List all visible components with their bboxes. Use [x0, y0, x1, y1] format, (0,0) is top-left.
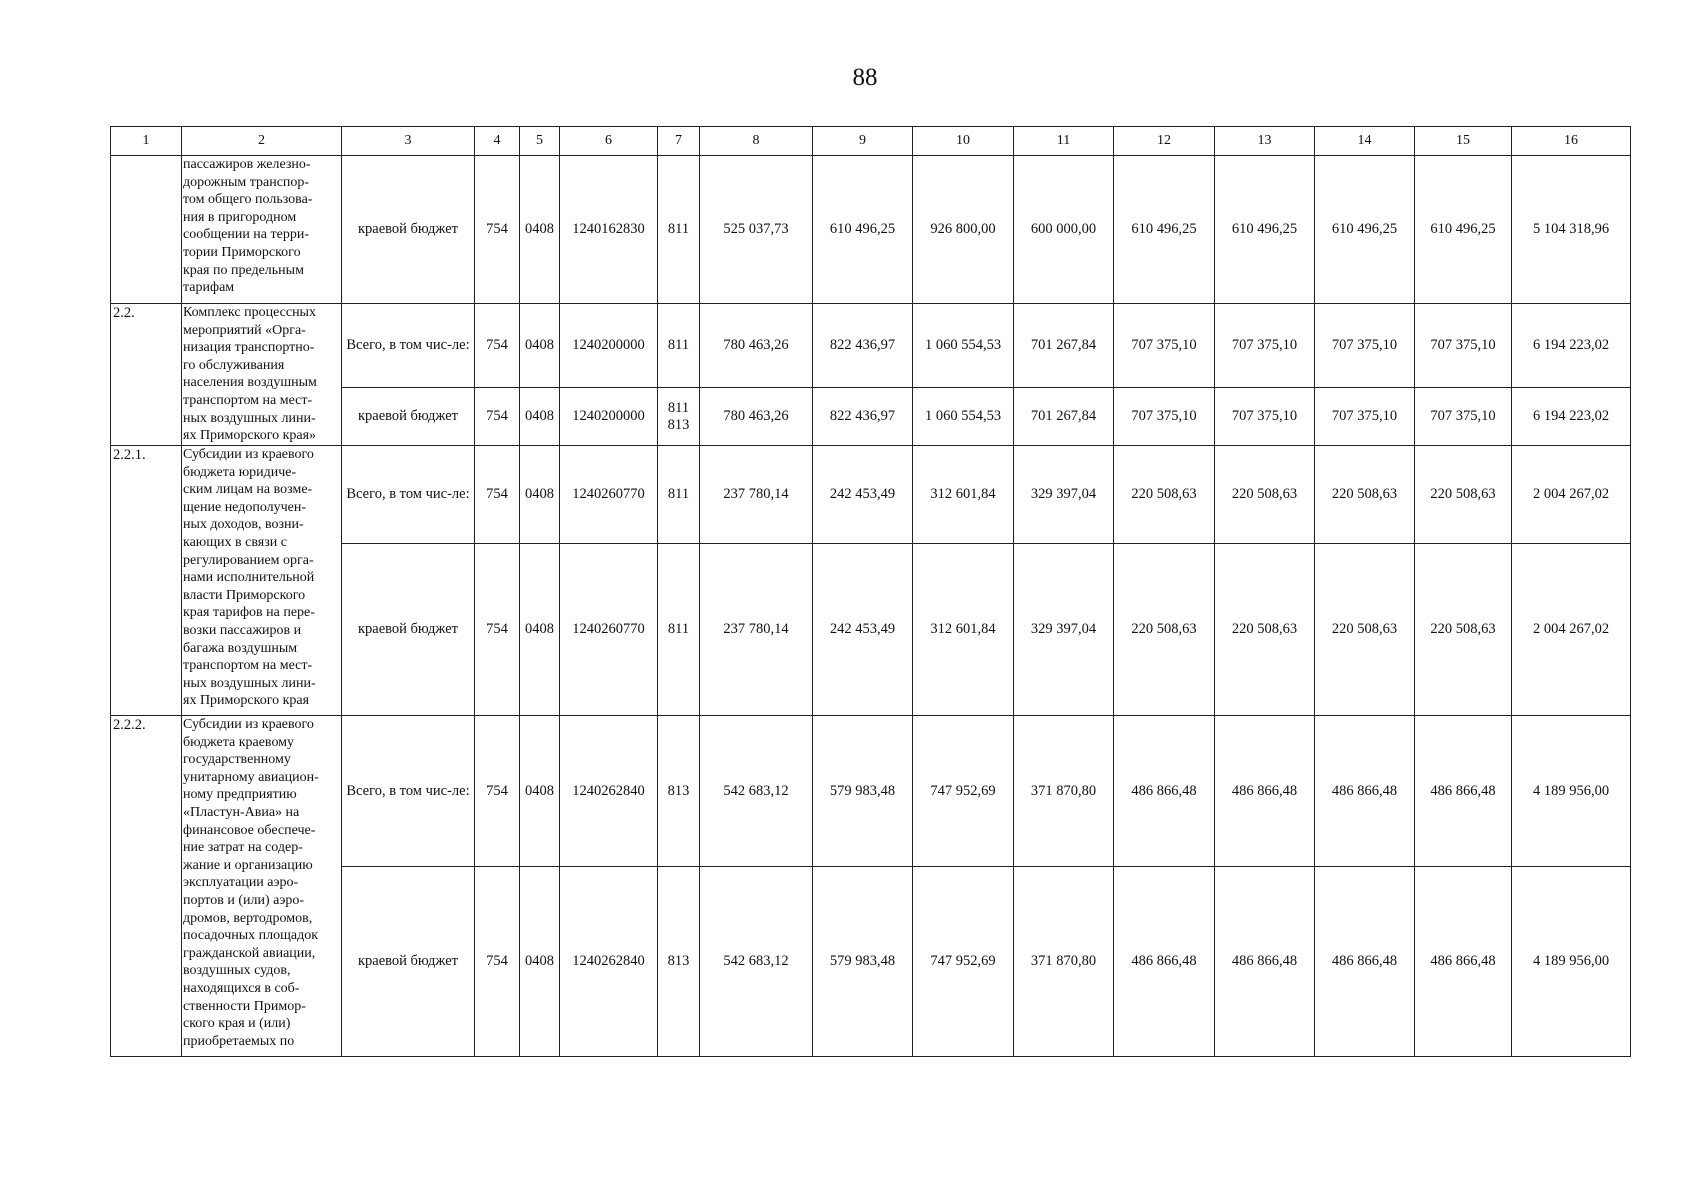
description-line: гражданской авиации, [183, 945, 316, 961]
description-line: ственности Примор- [183, 998, 306, 1014]
year-amount: 780 463,26 [700, 388, 813, 446]
description-line: ных доходов, возни- [183, 517, 304, 533]
description-line: эксплуатации аэро- [183, 875, 299, 891]
item-description [182, 156, 342, 304]
funding-source: краевой бюджет [342, 544, 475, 716]
year-amount: 312 601,84 [913, 446, 1014, 544]
description-line: кающих в связи с [183, 534, 287, 550]
description-line: находящихся в соб- [183, 980, 300, 996]
year-amount: 220 508,63 [1215, 446, 1315, 544]
description-line: дромов, вертодромов, [183, 910, 313, 926]
header-row [111, 127, 1631, 156]
funding-source: Всего, в том чис-ле: [342, 716, 475, 867]
year-amount: 486 866,48 [1315, 867, 1415, 1057]
description-line: бюджета краевому [183, 734, 295, 750]
year-amount: 610 496,25 [1315, 156, 1415, 304]
description-line: воздушных судов, [183, 963, 291, 979]
description-line: населения воздушным [183, 375, 317, 391]
item-description [182, 446, 342, 716]
grbs-code: 754 [475, 304, 520, 388]
description-line: ных воздушных лини- [183, 675, 316, 691]
header-cell: 14 [1315, 127, 1415, 156]
target-article: 1240200000 [560, 304, 658, 388]
total-amount: 5 104 318,96 [1512, 156, 1631, 304]
expense-type [658, 867, 700, 1057]
description-line: возки пассажиров и [183, 622, 302, 638]
item-code: 2.2. [111, 304, 182, 446]
section-code: 0408 [520, 388, 560, 446]
year-amount: 542 683,12 [700, 867, 813, 1057]
description-line: ях Приморского края [183, 693, 310, 709]
budget-table [110, 126, 1631, 1057]
total-amount: 4 189 956,00 [1512, 716, 1631, 867]
expense-type [658, 304, 700, 388]
expense-type-code: 813 [667, 782, 690, 799]
expense-type [658, 716, 700, 867]
expense-type-code: 813 [667, 953, 690, 970]
description-line: транспортом на мест- [183, 658, 313, 674]
expense-type-code: 811 [667, 221, 690, 238]
year-amount: 486 866,48 [1114, 716, 1215, 867]
description-line: финансовое обеспече- [183, 822, 316, 838]
header-cell: 15 [1415, 127, 1512, 156]
target-article: 1240262840 [560, 867, 658, 1057]
header-cell: 2 [182, 127, 342, 156]
section-code: 0408 [520, 716, 560, 867]
year-amount: 220 508,63 [1215, 544, 1315, 716]
year-amount: 542 683,12 [700, 716, 813, 867]
table-row [111, 446, 1631, 544]
item-code [111, 156, 182, 304]
header-cell: 9 [813, 127, 913, 156]
year-amount: 610 496,25 [813, 156, 913, 304]
year-amount: 701 267,84 [1014, 388, 1114, 446]
year-amount: 600 000,00 [1014, 156, 1114, 304]
year-amount: 707 375,10 [1415, 388, 1512, 446]
year-amount: 822 436,97 [813, 388, 913, 446]
description-line: тории Приморского [183, 244, 301, 260]
description-line: унитарному авиацион- [183, 769, 319, 785]
grbs-code: 754 [475, 388, 520, 446]
year-amount: 242 453,49 [813, 446, 913, 544]
description-line: регулированием орга- [183, 552, 314, 568]
target-article: 1240262840 [560, 716, 658, 867]
header-cell: 1 [111, 127, 182, 156]
description-line: том общего пользова- [183, 192, 313, 208]
grbs-code: 754 [475, 156, 520, 304]
description-line: дорожным транспор- [183, 174, 310, 190]
year-amount: 610 496,25 [1215, 156, 1315, 304]
target-article: 1240260770 [560, 544, 658, 716]
header-cell: 5 [520, 127, 560, 156]
target-article: 1240200000 [560, 388, 658, 446]
expense-type [658, 156, 700, 304]
header-cell: 11 [1014, 127, 1114, 156]
page-number: 88 [852, 64, 878, 91]
year-amount: 220 508,63 [1114, 544, 1215, 716]
expense-type-code: 813 [667, 416, 690, 433]
year-amount: 780 463,26 [700, 304, 813, 388]
section-code: 0408 [520, 446, 560, 544]
header-cell: 8 [700, 127, 813, 156]
target-article: 1240260770 [560, 446, 658, 544]
grbs-code: 754 [475, 446, 520, 544]
target-article: 1240162830 [560, 156, 658, 304]
description-line: тарифам [183, 280, 235, 296]
item-description [182, 716, 342, 1057]
description-line: го обслуживания [183, 357, 285, 373]
year-amount: 525 037,73 [700, 156, 813, 304]
funding-source: Всего, в том чис-ле: [342, 304, 475, 388]
table-row [111, 304, 1631, 388]
year-amount: 701 267,84 [1014, 304, 1114, 388]
description-line: ние затрат на содер- [183, 840, 303, 856]
total-amount: 6 194 223,02 [1512, 388, 1631, 446]
description-line: сообщении на терри- [183, 227, 309, 243]
description-line: ния в пригородном [183, 209, 297, 225]
description-line: Комплекс процессных [183, 305, 316, 320]
funding-source: краевой бюджет [342, 156, 475, 304]
year-amount: 329 397,04 [1014, 446, 1114, 544]
description-line: пассажиров железно- [183, 157, 311, 172]
total-amount: 2 004 267,02 [1512, 446, 1631, 544]
year-amount: 312 601,84 [913, 544, 1014, 716]
description-line: «Пластун-Авиа» на [183, 804, 300, 820]
expense-type [658, 388, 700, 446]
year-amount: 1 060 554,53 [913, 304, 1014, 388]
year-amount: 707 375,10 [1215, 388, 1315, 446]
year-amount: 220 508,63 [1415, 544, 1512, 716]
year-amount: 486 866,48 [1215, 716, 1315, 867]
year-amount: 220 508,63 [1415, 446, 1512, 544]
section-code: 0408 [520, 544, 560, 716]
table-row [111, 716, 1631, 867]
description-line: багажа воздушным [183, 640, 298, 656]
description-line: края тарифов на пере- [183, 605, 315, 621]
description-line: низация транспортно- [183, 340, 315, 356]
year-amount: 707 375,10 [1215, 304, 1315, 388]
header-cell: 3 [342, 127, 475, 156]
header-cell: 12 [1114, 127, 1215, 156]
header-cell: 6 [560, 127, 658, 156]
description-line: посадочных площадок [183, 928, 319, 944]
header-cell: 10 [913, 127, 1014, 156]
year-amount: 747 952,69 [913, 716, 1014, 867]
item-code: 2.2.1. [111, 446, 182, 716]
year-amount: 486 866,48 [1415, 867, 1512, 1057]
description-line: щение недополучен- [183, 499, 307, 515]
total-amount: 4 189 956,00 [1512, 867, 1631, 1057]
header-cell: 13 [1215, 127, 1315, 156]
expense-type [658, 446, 700, 544]
description-line: портов и (или) аэро- [183, 892, 305, 908]
description-line: ному предприятию [183, 787, 297, 803]
expense-type-code: 811 [667, 486, 690, 503]
header-cell: 4 [475, 127, 520, 156]
year-amount: 707 375,10 [1114, 304, 1215, 388]
section-code: 0408 [520, 156, 560, 304]
description-line: приобретаемых по [183, 1033, 295, 1049]
description-line: мероприятий «Орга- [183, 322, 306, 338]
description-line: жание и организацию [183, 857, 313, 873]
year-amount: 220 508,63 [1315, 446, 1415, 544]
year-amount: 486 866,48 [1415, 716, 1512, 867]
year-amount: 237 780,14 [700, 446, 813, 544]
description-line: Субсидии из краевого [183, 717, 314, 732]
grbs-code: 754 [475, 716, 520, 867]
year-amount: 371 870,80 [1014, 867, 1114, 1057]
funding-source: краевой бюджет [342, 388, 475, 446]
description-line: бюджета юридиче- [183, 464, 297, 480]
section-code: 0408 [520, 867, 560, 1057]
year-amount: 926 800,00 [913, 156, 1014, 304]
grbs-code: 754 [475, 867, 520, 1057]
year-amount: 486 866,48 [1114, 867, 1215, 1057]
year-amount: 610 496,25 [1415, 156, 1512, 304]
item-description [182, 304, 342, 446]
section-code: 0408 [520, 304, 560, 388]
year-amount: 237 780,14 [700, 544, 813, 716]
description-line: государственному [183, 752, 291, 768]
grbs-code: 754 [475, 544, 520, 716]
description-line: Субсидии из краевого [183, 447, 314, 462]
header-cell: 7 [658, 127, 700, 156]
year-amount: 220 508,63 [1315, 544, 1415, 716]
year-amount: 822 436,97 [813, 304, 913, 388]
year-amount: 371 870,80 [1014, 716, 1114, 867]
year-amount: 610 496,25 [1114, 156, 1215, 304]
description-line: края по предельным [183, 262, 304, 278]
expense-type [658, 544, 700, 716]
year-amount: 486 866,48 [1215, 867, 1315, 1057]
year-amount: 242 453,49 [813, 544, 913, 716]
year-amount: 220 508,63 [1114, 446, 1215, 544]
year-amount: 486 866,48 [1315, 716, 1415, 867]
year-amount: 329 397,04 [1014, 544, 1114, 716]
year-amount: 1 060 554,53 [913, 388, 1014, 446]
year-amount: 579 983,48 [813, 867, 913, 1057]
item-code: 2.2.2. [111, 716, 182, 1057]
expense-type-code: 811 [667, 337, 690, 354]
funding-source: краевой бюджет [342, 867, 475, 1057]
header-cell: 16 [1512, 127, 1631, 156]
year-amount: 747 952,69 [913, 867, 1014, 1057]
total-amount: 6 194 223,02 [1512, 304, 1631, 388]
year-amount: 707 375,10 [1315, 304, 1415, 388]
funding-source: Всего, в том чис-ле: [342, 446, 475, 544]
expense-type-code: 811 [667, 621, 690, 638]
description-line: транспортом на мест- [183, 392, 313, 408]
description-line: ского края и (или) [183, 1016, 291, 1032]
description-line: ных воздушных лини- [183, 410, 316, 426]
description-line: нами исполнительной [183, 570, 315, 586]
year-amount: 707 375,10 [1415, 304, 1512, 388]
total-amount: 2 004 267,02 [1512, 544, 1631, 716]
expense-type-code: 811 [667, 400, 690, 416]
year-amount: 707 375,10 [1114, 388, 1215, 446]
description-line: ях Приморского края» [183, 428, 317, 444]
description-line: власти Приморского [183, 587, 306, 603]
table-row [111, 156, 1631, 304]
year-amount: 579 983,48 [813, 716, 913, 867]
year-amount: 707 375,10 [1315, 388, 1415, 446]
description-line: ским лицам на возме- [183, 482, 313, 498]
